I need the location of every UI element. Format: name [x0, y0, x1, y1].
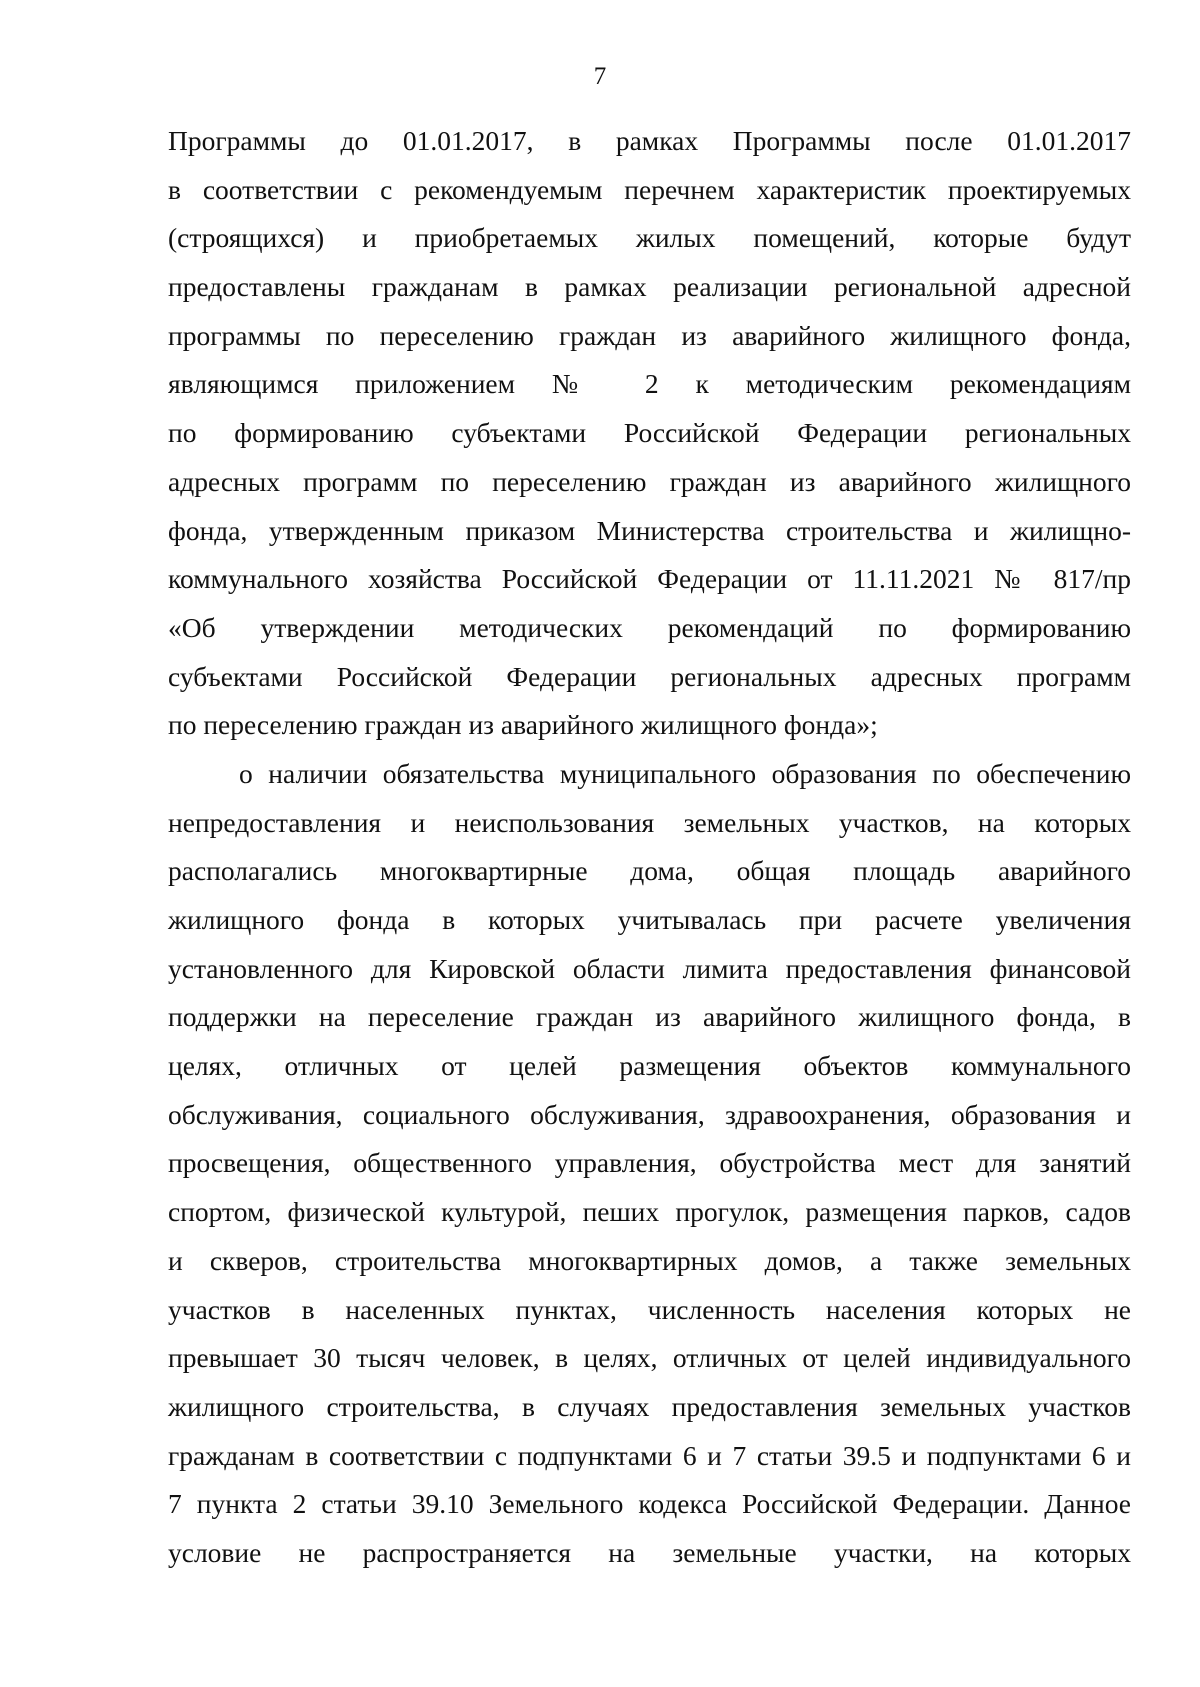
text-line: установленного для Кировской области лимита предоставления финансовой — [168, 952, 1131, 984]
text-line: программы по переселению граждан из аварийного жилищного фонда, — [168, 319, 1131, 351]
text-line: и скверов, строительства многоквартирных домов, а также земельных — [168, 1244, 1131, 1276]
text-line: (строящихся) и приобретаемых жилых помещений, которые будут — [168, 222, 1131, 254]
text-line: о наличии обязательства муниципального образования по обеспечению — [239, 757, 1131, 789]
text-line: обслуживания, социального обслуживания, здравоохранения, образования и — [168, 1098, 1131, 1130]
text-line: жилищного строительства, в случаях предоставления земельных участков — [168, 1390, 1131, 1422]
text-line: условие не распространяется на земельные участки, на которых — [168, 1536, 1131, 1568]
text-line: превышает 30 тысяч человек, в целях, отличных от целей индивидуального — [168, 1342, 1131, 1374]
text-line: непредоставления и неиспользования земельных участков, на которых — [168, 806, 1131, 838]
text-line: адресных программ по переселению граждан из аварийного жилищного — [168, 465, 1131, 497]
text-line: поддержки на переселение граждан из аварийного жилищного фонда, в — [168, 1001, 1131, 1033]
text-line: Программы до 01.01.2017, в рамках Программы после 01.01.2017 — [168, 125, 1131, 156]
text-line: гражданам в соответствии с подпунктами 6 и 7 статьи 39.5 и подпунктами 6 и — [168, 1439, 1131, 1471]
text-line: субъектами Российской Федерации региональных адресных программ — [168, 660, 1131, 692]
text-line: жилищного фонда в которых учитывалась при расчете увеличения — [168, 904, 1131, 935]
text-line: целях, отличных от целей размещения объектов коммунального — [168, 1050, 1131, 1082]
paragraph-1 — [168, 117, 1131, 750]
text-line: просвещения, общественного управления, обустройства мест для занятий — [168, 1147, 1131, 1179]
text-line: располагались многоквартирные дома, общая площадь аварийного — [168, 855, 1131, 887]
text-line: 7 пункта 2 статьи 39.10 Земельного кодекса Российской Федерации. Данное — [168, 1488, 1131, 1520]
text-line: по формированию субъектами Российской Федерации региональных — [168, 417, 1131, 449]
text-line: фонда, утвержденным приказом Министерства строительства и жилищно- — [168, 514, 1131, 546]
page-number: 7 — [593, 63, 607, 90]
text-line: в соответствии с рекомендуемым перечнем характеристик проектируемых — [168, 173, 1131, 205]
text-line: спортом, физической культурой, пеших прогулок, размещения парков, садов — [168, 1196, 1131, 1228]
document-body — [168, 117, 1131, 1578]
text-line: «Об утверждении методических рекомендаций по формированию — [168, 611, 1131, 643]
text-line: предоставлены гражданам в рамках реализации региональной адресной — [168, 271, 1131, 303]
text-line: являющимся приложением № 2 к методическим рекомендациям — [168, 368, 1131, 400]
paragraph-2 — [168, 750, 1131, 1578]
text-line: по переселению граждан из аварийного жилищного фонда»; — [168, 709, 878, 741]
text-line: коммунального хозяйства Российской Федерации от 11.11.2021 № 817/пр — [168, 563, 1131, 595]
text-line: участков в населенных пунктах, численность населения которых не — [168, 1293, 1131, 1325]
